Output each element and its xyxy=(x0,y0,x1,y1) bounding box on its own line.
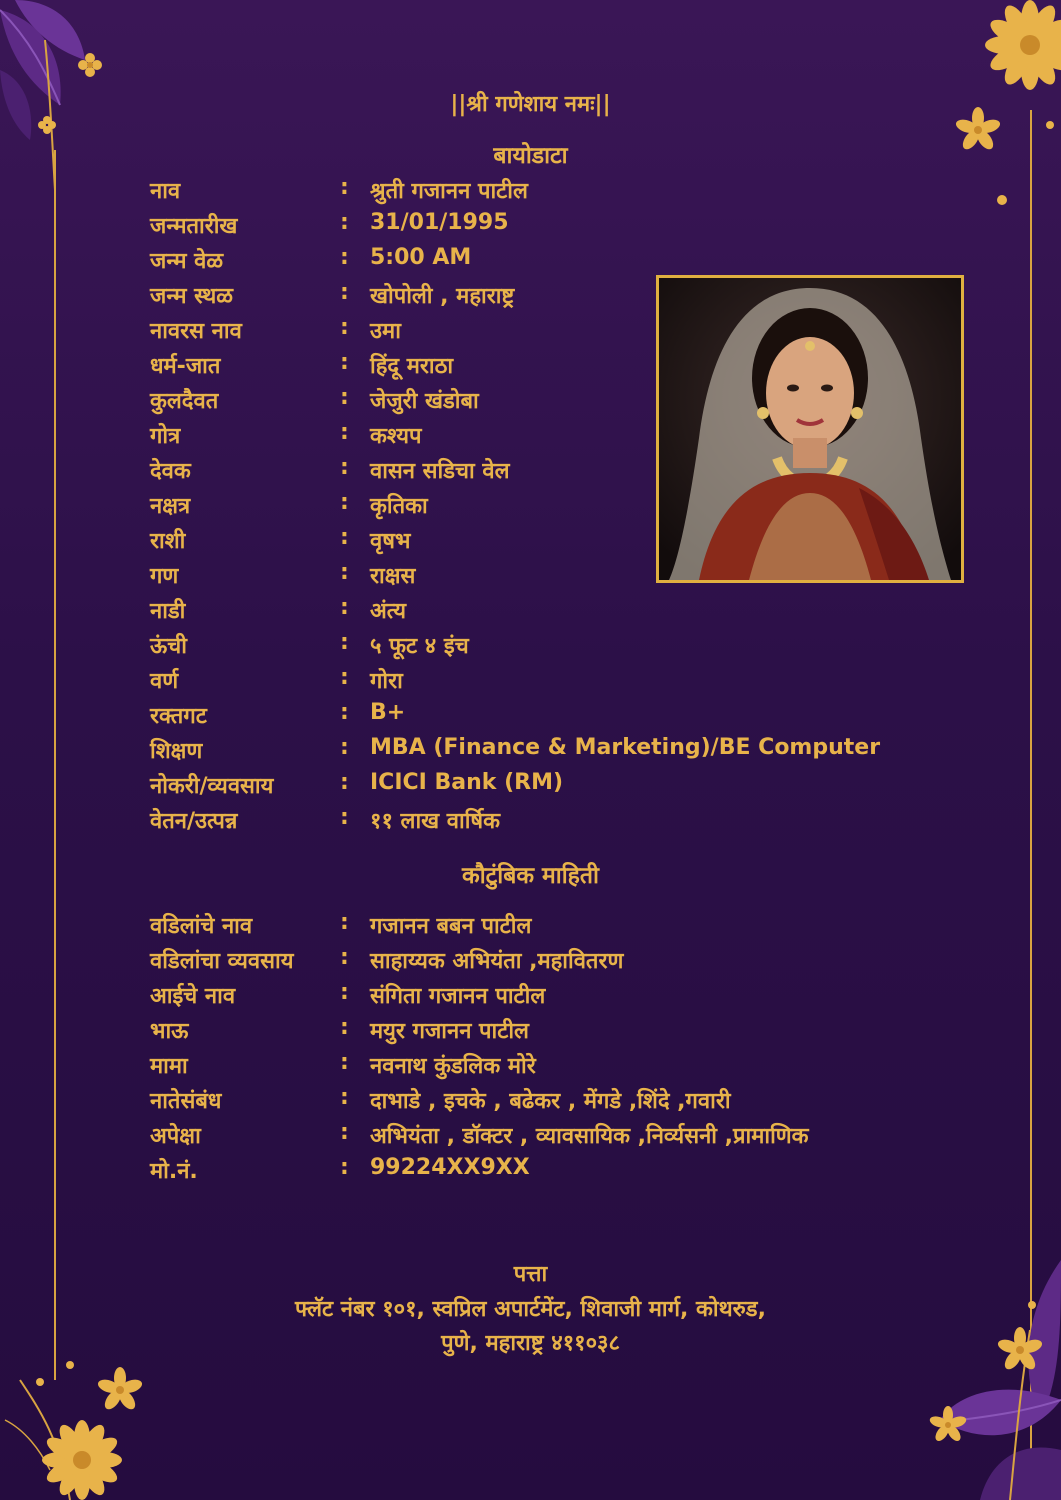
detail-separator: : xyxy=(340,735,349,760)
address-title: पत्ता xyxy=(513,1262,548,1287)
detail-label: राशी xyxy=(150,529,186,554)
detail-separator: : xyxy=(340,175,349,200)
detail-value: वासन सडिचा वेल xyxy=(370,459,510,484)
detail-separator: : xyxy=(340,945,349,970)
detail-label: नातेसंबंध xyxy=(150,1089,222,1114)
gold-bud-icon xyxy=(36,1378,44,1386)
gold-bud-icon xyxy=(1046,121,1054,129)
detail-label: गण xyxy=(150,564,179,589)
detail-label: धर्म-जात xyxy=(150,354,221,379)
detail-label: मामा xyxy=(150,1054,188,1079)
detail-label: जन्म वेळ xyxy=(150,249,224,274)
detail-value: 99224XX9XX xyxy=(370,1155,530,1180)
detail-label: शिक्षण xyxy=(150,739,203,764)
detail-separator: : xyxy=(340,595,349,620)
detail-value: खोपोली , महाराष्ट्र xyxy=(370,284,515,309)
detail-label: नाडी xyxy=(150,599,186,624)
detail-value: उमा xyxy=(370,319,401,344)
detail-value: मयुर गजानन पाटील xyxy=(370,1019,529,1044)
detail-value: कृतिका xyxy=(370,494,428,519)
detail-label: देवक xyxy=(150,459,191,484)
detail-label: भाऊ xyxy=(150,1019,189,1044)
detail-label: वडिलांचा व्यवसाय xyxy=(150,949,294,974)
gold-bud-icon xyxy=(997,195,1007,205)
detail-value: राक्षस xyxy=(370,564,416,589)
detail-label: कुलदैवत xyxy=(150,389,219,414)
detail-separator: : xyxy=(340,910,349,935)
detail-value: साहाय्यक अभियंता ,महावितरण xyxy=(370,949,624,974)
gold-flower-icon xyxy=(985,0,1061,90)
detail-separator: : xyxy=(340,280,349,305)
detail-separator: : xyxy=(340,420,349,445)
address-line-2: पुणे, महाराष्ट्र ४११०३८ xyxy=(441,1331,620,1356)
detail-separator: : xyxy=(340,1085,349,1110)
bottom-left-floral-decoration xyxy=(0,1340,150,1500)
detail-value: नवनाथ कुंडलिक मोरे xyxy=(370,1054,536,1079)
detail-label: वडिलांचे नाव xyxy=(150,914,253,939)
detail-label: वेतन/उत्पन्न xyxy=(150,809,238,834)
detail-separator: : xyxy=(340,385,349,410)
ganesh-invocation: ||श्री गणेशाय नमः|| xyxy=(450,92,611,117)
detail-value: हिंदू मराठा xyxy=(370,354,454,379)
detail-label: ऊंची xyxy=(150,634,187,659)
detail-separator: : xyxy=(340,700,349,725)
detail-value: 31/01/1995 xyxy=(370,210,509,235)
detail-value: B+ xyxy=(370,700,406,725)
detail-label: वर्ण xyxy=(150,669,179,694)
detail-label: नक्षत्र xyxy=(150,494,191,519)
detail-separator: : xyxy=(340,805,349,830)
detail-value: कश्यप xyxy=(370,424,422,449)
detail-separator: : xyxy=(340,665,349,690)
biodata-title: बायोडाटा xyxy=(493,143,568,169)
right-gold-border-line xyxy=(1030,110,1032,1450)
detail-separator: : xyxy=(340,455,349,480)
left-gold-border-line xyxy=(54,150,56,1380)
detail-label: नाव xyxy=(150,179,181,204)
detail-label: नोकरी/व्यवसाय xyxy=(150,774,274,799)
detail-value: ICICI Bank (RM) xyxy=(370,770,564,795)
detail-value: 5:00 AM xyxy=(370,245,472,270)
gold-flower-icon xyxy=(38,116,56,134)
bride-portrait-photo xyxy=(659,278,961,580)
detail-label: रक्तगट xyxy=(150,704,207,729)
detail-label: अपेक्षा xyxy=(150,1124,201,1149)
profile-photo-frame xyxy=(656,275,964,583)
detail-separator: : xyxy=(340,245,349,270)
detail-label: आईचे नाव xyxy=(150,984,236,1009)
detail-label: जन्म स्थळ xyxy=(150,284,234,309)
detail-value: अंत्य xyxy=(370,599,406,624)
gold-flower-icon xyxy=(42,1420,122,1500)
detail-separator: : xyxy=(340,1015,349,1040)
detail-value: दाभाडे , इचके , बढेकर , मेंगडे ,शिंदे ,गवारी xyxy=(370,1089,731,1114)
detail-value: वृषभ xyxy=(370,529,411,554)
family-info-title: कौटुंबिक माहिती xyxy=(462,863,599,889)
detail-separator: : xyxy=(340,350,349,375)
detail-label: नावरस नाव xyxy=(150,319,242,344)
detail-separator: : xyxy=(340,560,349,585)
detail-separator: : xyxy=(340,315,349,340)
detail-value: संगिता गजानन पाटील xyxy=(370,984,546,1009)
detail-separator: : xyxy=(340,1120,349,1145)
detail-separator: : xyxy=(340,210,349,235)
address-line-1: फ्लॅट नंबर १०१, स्वप्रिल अपार्टमेंट, शिवाजी मार्ग, कोथरुड, xyxy=(295,1297,766,1322)
detail-value: गजानन बबन पाटील xyxy=(370,914,532,939)
detail-value: ५ फूट ४ इंच xyxy=(370,634,469,659)
purple-leaf-icon xyxy=(0,0,85,140)
detail-label: जन्मतारीख xyxy=(150,214,238,239)
detail-separator: : xyxy=(340,1155,349,1180)
detail-value: अभियंता , डॉक्टर , व्यावसायिक ,निर्व्यसनी ,प्रामाणिक xyxy=(370,1124,809,1149)
detail-value: MBA (Finance & Marketing)/BE Computer xyxy=(370,735,881,760)
detail-value: जेजुरी खंडोबा xyxy=(370,389,479,414)
detail-separator: : xyxy=(340,980,349,1005)
gold-bud-icon xyxy=(66,1361,74,1369)
detail-separator: : xyxy=(340,1050,349,1075)
detail-separator: : xyxy=(340,490,349,515)
detail-label: गोत्र xyxy=(150,424,181,449)
detail-separator: : xyxy=(340,770,349,795)
detail-separator: : xyxy=(340,525,349,550)
detail-value: गोरा xyxy=(370,669,403,694)
detail-value: ११ लाख वार्षिक xyxy=(370,809,501,834)
detail-value: श्रुती गजानन पाटील xyxy=(370,179,528,204)
detail-separator: : xyxy=(340,630,349,655)
gold-flower-icon xyxy=(96,1367,143,1412)
detail-label: मो.नं. xyxy=(150,1159,198,1184)
